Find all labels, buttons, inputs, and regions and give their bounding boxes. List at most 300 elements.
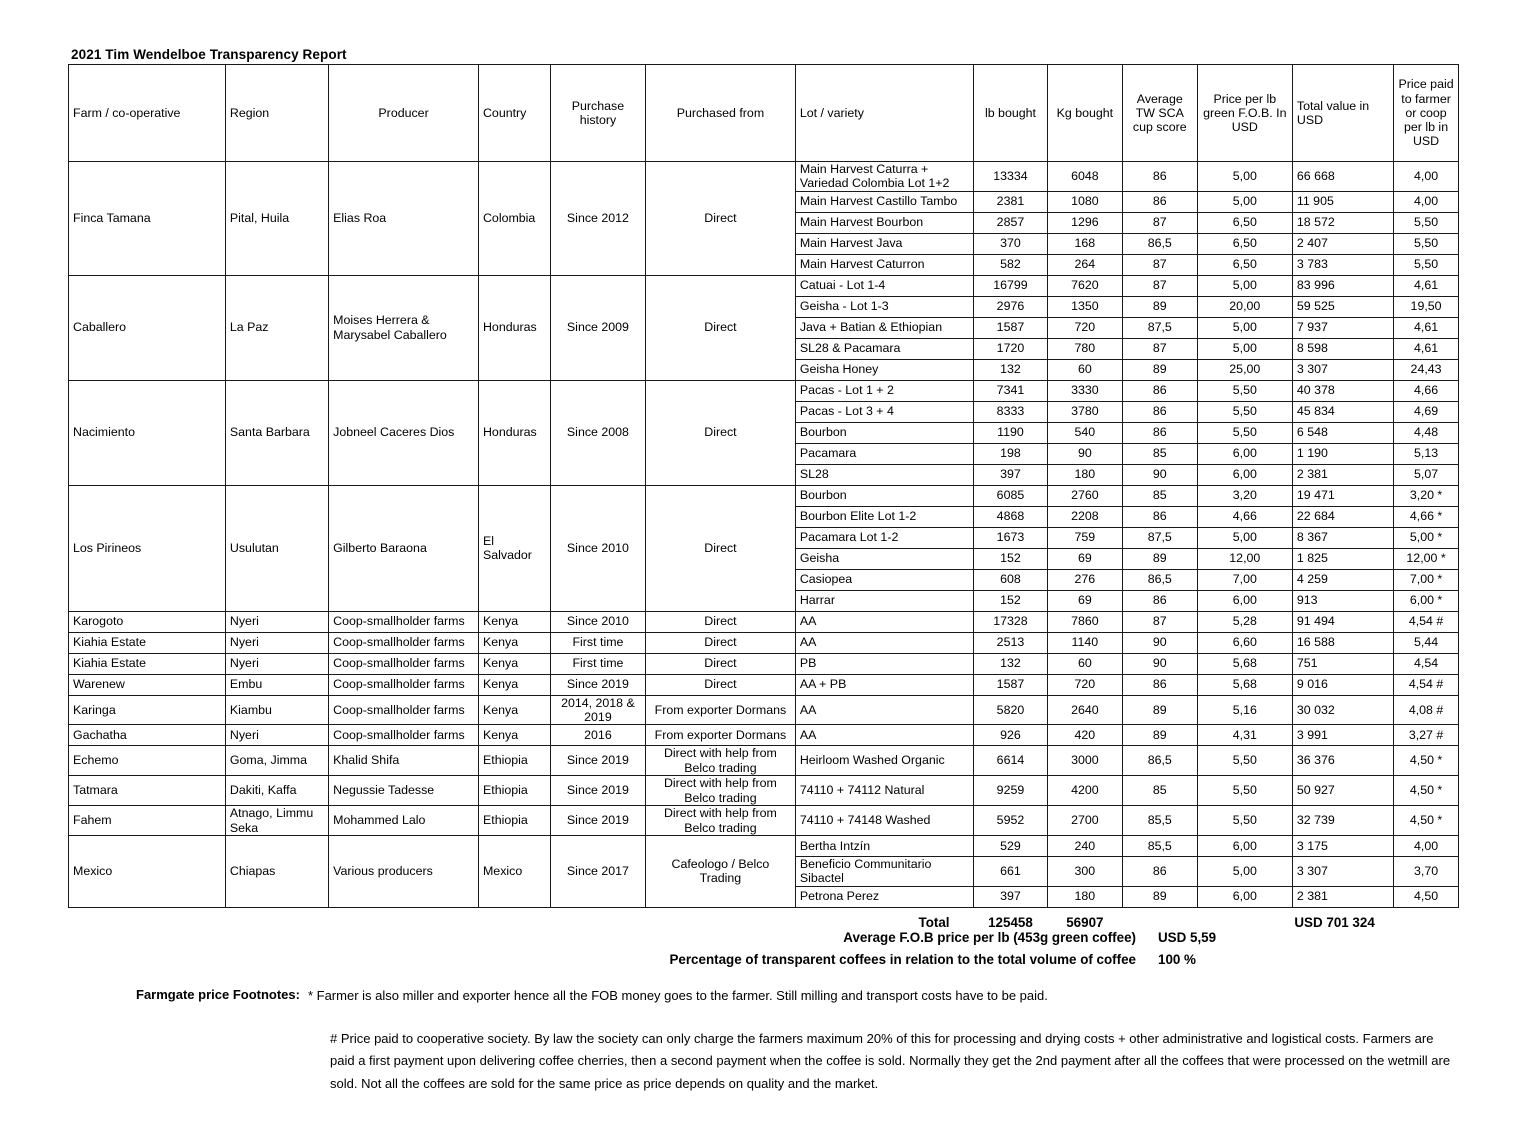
cell-lot: AA [795, 611, 973, 632]
cell-lot: SL28 [795, 464, 973, 485]
cell-producer: Various producers [329, 836, 479, 908]
cell-total-value: 3 307 [1292, 359, 1393, 380]
cell-price-paid: 4,00 [1394, 836, 1459, 857]
cell-price-paid: 24,43 [1394, 359, 1459, 380]
table-row [69, 776, 1459, 806]
cell-producer: Coop-smallholder farms [329, 725, 479, 746]
summary-avg-fob [0, 930, 1290, 945]
table-row [69, 632, 1459, 653]
cell-purchased-from: Direct [646, 275, 796, 380]
cell-farm: Finca Tamana [69, 162, 226, 276]
cell-purchase-history: Since 2009 [550, 275, 645, 380]
cell-cup-score: 86 [1122, 590, 1197, 611]
cell-lot: Main Harvest Caturron [795, 254, 973, 275]
cell-price-per-lb: 5,00 [1197, 857, 1292, 887]
cell-farm: Caballero [69, 275, 226, 380]
cell-cup-score: 86 [1122, 191, 1197, 212]
cell-price-per-lb: 5,00 [1197, 527, 1292, 548]
cell-purchase-history: First time [550, 632, 645, 653]
cell-price-per-lb: 5,68 [1197, 674, 1292, 695]
cell-purchase-history: Since 2008 [550, 380, 645, 485]
summary-avg-fob-label: Average F.O.B price per lb (453g green coffee) [843, 930, 1136, 945]
cell-producer: Jobneel Caceres Dios [329, 380, 479, 485]
cell-region: Chiapas [225, 836, 328, 908]
cell-farm: Kiahia Estate [69, 632, 226, 653]
cell-purchase-history: Since 2017 [550, 836, 645, 908]
summary-block [0, 930, 1290, 974]
cell-kg-bought: 3330 [1047, 380, 1122, 401]
cell-region: La Paz [225, 275, 328, 380]
cell-country: Mexico [478, 836, 550, 908]
cell-price-per-lb: 6,50 [1197, 233, 1292, 254]
cell-price-paid: 4,08 # [1394, 695, 1459, 725]
cell-price-paid: 4,00 [1394, 162, 1459, 192]
cell-kg-bought: 3780 [1047, 401, 1122, 422]
table-row [69, 485, 1459, 506]
cell-kg-bought: 780 [1047, 338, 1122, 359]
cell-total-value: 751 [1292, 653, 1393, 674]
cell-kg-bought: 60 [1047, 653, 1122, 674]
cell-total-value: 2 407 [1292, 233, 1393, 254]
col-header-country: Country [478, 65, 550, 162]
cell-price-per-lb: 25,00 [1197, 359, 1292, 380]
cell-kg-bought: 1140 [1047, 632, 1122, 653]
cell-purchase-history: Since 2019 [550, 746, 645, 776]
cell-kg-bought: 1080 [1047, 191, 1122, 212]
cell-cup-score: 86 [1122, 674, 1197, 695]
cell-lot: Pacas - Lot 1 + 2 [795, 380, 973, 401]
col-header-price-per-lb: Price per lb green F.O.B. In USD [1197, 65, 1292, 162]
cell-region: Embu [225, 674, 328, 695]
footnote-star-text: * Farmer is also miller and exporter hence all the FOB money goes to the farmer. Still milling and transport costs have to be paid. [307, 988, 1048, 1003]
cell-country: Ethiopia [478, 806, 550, 836]
cell-price-paid: 4,48 [1394, 422, 1459, 443]
cell-kg-bought: 7620 [1047, 275, 1122, 296]
cell-cup-score: 85 [1122, 443, 1197, 464]
cell-price-paid: 19,50 [1394, 296, 1459, 317]
cell-price-paid: 4,61 [1394, 275, 1459, 296]
cell-lb-bought: 13334 [974, 162, 1048, 192]
cell-lot: Java + Batian & Ethiopian [795, 317, 973, 338]
cell-lb-bought: 1587 [974, 317, 1048, 338]
cell-lot: Main Harvest Bourbon [795, 212, 973, 233]
cell-country: Colombia [478, 162, 550, 276]
cell-kg-bought: 300 [1047, 857, 1122, 887]
cell-lb-bought: 6085 [974, 485, 1048, 506]
cell-cup-score: 86 [1122, 380, 1197, 401]
cell-total-value: 11 905 [1292, 191, 1393, 212]
cell-lb-bought: 2381 [974, 191, 1048, 212]
cell-region: Dakiti, Kaffa [225, 776, 328, 806]
cell-price-paid: 7,00 * [1394, 569, 1459, 590]
cell-price-paid: 4,66 * [1394, 506, 1459, 527]
cell-cup-score: 87,5 [1122, 317, 1197, 338]
cell-kg-bought: 180 [1047, 464, 1122, 485]
cell-region: Nyeri [225, 611, 328, 632]
cell-purchased-from: Direct [646, 674, 796, 695]
col-header-total-value: Total value in USD [1292, 65, 1393, 162]
cell-region: Pital, Huila [225, 162, 328, 276]
table-row [69, 695, 1459, 725]
cell-lb-bought: 9259 [974, 776, 1048, 806]
summary-percentage-value: 100 % [1158, 952, 1196, 967]
cell-lb-bought: 16799 [974, 275, 1048, 296]
cell-total-value: 7 937 [1292, 317, 1393, 338]
cell-price-paid: 5,50 [1394, 212, 1459, 233]
cell-purchased-from: Direct [646, 653, 796, 674]
cell-purchase-history: Since 2019 [550, 806, 645, 836]
col-header-price-paid-farmer: Price paid to farmer or coop per lb in USD [1394, 65, 1459, 162]
cell-lb-bought: 2976 [974, 296, 1048, 317]
cell-lb-bought: 198 [974, 443, 1048, 464]
cell-producer: Khalid Shifa [329, 746, 479, 776]
cell-price-paid: 12,00 * [1394, 548, 1459, 569]
cell-lb-bought: 397 [974, 464, 1048, 485]
cell-total-value: 6 548 [1292, 422, 1393, 443]
cell-price-paid: 4,50 * [1394, 776, 1459, 806]
cell-total-value: 91 494 [1292, 611, 1393, 632]
cell-farm: Kiahia Estate [69, 653, 226, 674]
cell-lot: 74110 + 74148 Washed [795, 806, 973, 836]
cell-lb-bought: 397 [974, 886, 1048, 907]
cell-cup-score: 90 [1122, 653, 1197, 674]
cell-total-value: 19 471 [1292, 485, 1393, 506]
cell-kg-bought: 759 [1047, 527, 1122, 548]
cell-kg-bought: 720 [1047, 317, 1122, 338]
cell-cup-score: 85 [1122, 776, 1197, 806]
summary-percentage [0, 952, 1290, 967]
cell-price-paid: 4,66 [1394, 380, 1459, 401]
cell-lb-bought: 1673 [974, 527, 1048, 548]
header-row [69, 65, 1459, 162]
cell-country: Kenya [478, 695, 550, 725]
cell-cup-score: 87 [1122, 338, 1197, 359]
col-header-lb-bought: lb bought [974, 65, 1048, 162]
cell-farm: Warenew [69, 674, 226, 695]
cell-price-per-lb: 5,00 [1197, 275, 1292, 296]
footnotes-label: Farmgate price Footnotes: [136, 987, 300, 1002]
cell-kg-bought: 69 [1047, 548, 1122, 569]
cell-total-value: 50 927 [1292, 776, 1393, 806]
cell-kg-bought: 60 [1047, 359, 1122, 380]
cell-total-value: 1 825 [1292, 548, 1393, 569]
cell-price-paid: 3,70 [1394, 857, 1459, 887]
cell-cup-score: 86 [1122, 506, 1197, 527]
cell-kg-bought: 7860 [1047, 611, 1122, 632]
cell-price-per-lb: 5,50 [1197, 380, 1292, 401]
cell-price-per-lb: 5,00 [1197, 162, 1292, 192]
cell-country: Honduras [478, 380, 550, 485]
col-header-lot-variety: Lot / variety [795, 65, 973, 162]
totals-label: Total [918, 914, 950, 930]
cell-price-per-lb: 5,50 [1197, 746, 1292, 776]
cell-total-value: 59 525 [1292, 296, 1393, 317]
cell-purchase-history: 2016 [550, 725, 645, 746]
cell-lot: Bourbon [795, 422, 973, 443]
cell-producer: Mohammed Lalo [329, 806, 479, 836]
cell-price-per-lb: 5,28 [1197, 611, 1292, 632]
cell-cup-score: 89 [1122, 359, 1197, 380]
cell-kg-bought: 540 [1047, 422, 1122, 443]
cell-lot: SL28 & Pacamara [795, 338, 973, 359]
cell-cup-score: 87,5 [1122, 527, 1197, 548]
cell-kg-bought: 180 [1047, 886, 1122, 907]
cell-total-value: 8 367 [1292, 527, 1393, 548]
cell-producer: Coop-smallholder farms [329, 632, 479, 653]
cell-total-value: 30 032 [1292, 695, 1393, 725]
cell-lot: AA [795, 695, 973, 725]
cell-region: Atnago, Limmu Seka [225, 806, 328, 836]
cell-cup-score: 85 [1122, 485, 1197, 506]
cell-lb-bought: 6614 [974, 746, 1048, 776]
table-row [69, 746, 1459, 776]
cell-producer: Coop-smallholder farms [329, 611, 479, 632]
cell-lot: Beneficio Communitario Sibactel [795, 857, 973, 887]
cell-total-value: 9 016 [1292, 674, 1393, 695]
cell-kg-bought: 90 [1047, 443, 1122, 464]
cell-price-per-lb: 5,16 [1197, 695, 1292, 725]
cell-region: Santa Barbara [225, 380, 328, 485]
cell-lb-bought: 1720 [974, 338, 1048, 359]
summary-percentage-label: Percentage of transparent coffees in relation to the total volume of coffee [669, 952, 1136, 967]
cell-lb-bought: 926 [974, 725, 1048, 746]
cell-price-per-lb: 5,50 [1197, 422, 1292, 443]
cell-producer: Gilberto Baraona [329, 485, 479, 611]
cell-country: Kenya [478, 725, 550, 746]
cell-producer: Coop-smallholder farms [329, 653, 479, 674]
table-row [69, 380, 1459, 401]
cell-lot: Main Harvest Caturra + Variedad Colombia Lot 1+2 [795, 162, 973, 192]
cell-total-value: 2 381 [1292, 886, 1393, 907]
footnote-star-row [136, 987, 1466, 1006]
cell-lb-bought: 8333 [974, 401, 1048, 422]
cell-kg-bought: 2760 [1047, 485, 1122, 506]
cell-total-value: 3 307 [1292, 857, 1393, 887]
col-header-farm: Farm / co-operative [69, 65, 226, 162]
cell-purchase-history: Since 2012 [550, 162, 645, 276]
cell-lot: Harrar [795, 590, 973, 611]
cell-kg-bought: 6048 [1047, 162, 1122, 192]
cell-price-paid: 6,00 * [1394, 590, 1459, 611]
table-row [69, 674, 1459, 695]
cell-total-value: 32 739 [1292, 806, 1393, 836]
cell-purchase-history: Since 2010 [550, 485, 645, 611]
cell-purchased-from: Cafeologo / Belco Trading [646, 836, 796, 908]
cell-purchased-from: Direct [646, 632, 796, 653]
cell-lot: AA [795, 632, 973, 653]
cell-lot: Bourbon [795, 485, 973, 506]
cell-purchased-from: Direct [646, 380, 796, 485]
cell-farm: Gachatha [69, 725, 226, 746]
cell-price-per-lb: 5,50 [1197, 401, 1292, 422]
cell-total-value: 913 [1292, 590, 1393, 611]
cell-lb-bought: 17328 [974, 611, 1048, 632]
cell-region: Nyeri [225, 632, 328, 653]
cell-region: Nyeri [225, 725, 328, 746]
summary-avg-fob-value: USD 5,59 [1158, 930, 1217, 945]
cell-price-per-lb: 6,00 [1197, 443, 1292, 464]
cell-lb-bought: 4868 [974, 506, 1048, 527]
cell-purchase-history: First time [550, 653, 645, 674]
cell-price-per-lb: 4,66 [1197, 506, 1292, 527]
cell-cup-score: 86 [1122, 162, 1197, 192]
cell-lot: Pacas - Lot 3 + 4 [795, 401, 973, 422]
cell-price-per-lb: 6,50 [1197, 254, 1292, 275]
cell-price-paid: 5,50 [1394, 254, 1459, 275]
cell-lb-bought: 661 [974, 857, 1048, 887]
cell-price-paid: 5,13 [1394, 443, 1459, 464]
cell-lb-bought: 1587 [974, 674, 1048, 695]
cell-price-per-lb: 5,50 [1197, 806, 1292, 836]
cell-total-value: 45 834 [1292, 401, 1393, 422]
cell-total-value: 3 991 [1292, 725, 1393, 746]
cell-cup-score: 90 [1122, 464, 1197, 485]
cell-price-paid: 4,54 [1394, 653, 1459, 674]
cell-price-paid: 5,50 [1394, 233, 1459, 254]
cell-lb-bought: 529 [974, 836, 1048, 857]
cell-price-paid: 4,61 [1394, 338, 1459, 359]
table-row [69, 611, 1459, 632]
cell-purchased-from: Direct with help from Belco trading [646, 776, 796, 806]
cell-total-value: 66 668 [1292, 162, 1393, 192]
cell-kg-bought: 2208 [1047, 506, 1122, 527]
cell-producer: Coop-smallholder farms [329, 674, 479, 695]
cell-lot: Pacamara [795, 443, 973, 464]
cell-lb-bought: 2513 [974, 632, 1048, 653]
cell-farm: Los Pirineos [69, 485, 226, 611]
cell-lot: Heirloom Washed Organic [795, 746, 973, 776]
cell-purchased-from: Direct [646, 611, 796, 632]
cell-region: Kiambu [225, 695, 328, 725]
page-title: 2021 Tim Wendelboe Transparency Report [71, 47, 347, 62]
cell-kg-bought: 69 [1047, 590, 1122, 611]
cell-purchase-history: Since 2019 [550, 674, 645, 695]
cell-lot: AA [795, 725, 973, 746]
cell-purchased-from: From exporter Dormans [646, 695, 796, 725]
cell-lb-bought: 5952 [974, 806, 1048, 836]
cell-cup-score: 86 [1122, 857, 1197, 887]
cell-price-per-lb: 5,00 [1197, 191, 1292, 212]
cell-producer: Negussie Tadesse [329, 776, 479, 806]
cell-total-value: 1 190 [1292, 443, 1393, 464]
cell-lot: Catuai - Lot 1-4 [795, 275, 973, 296]
cell-total-value: 8 598 [1292, 338, 1393, 359]
cell-total-value: 36 376 [1292, 746, 1393, 776]
table-row [69, 806, 1459, 836]
cell-lb-bought: 370 [974, 233, 1048, 254]
cell-price-per-lb: 3,20 [1197, 485, 1292, 506]
cell-country: Kenya [478, 632, 550, 653]
col-header-region: Region [225, 65, 328, 162]
cell-kg-bought: 2700 [1047, 806, 1122, 836]
cell-price-per-lb: 20,00 [1197, 296, 1292, 317]
cell-price-per-lb: 5,00 [1197, 338, 1292, 359]
cell-cup-score: 85,5 [1122, 806, 1197, 836]
cell-total-value: 4 259 [1292, 569, 1393, 590]
cell-price-per-lb: 6,00 [1197, 836, 1292, 857]
cell-kg-bought: 1296 [1047, 212, 1122, 233]
cell-kg-bought: 420 [1047, 725, 1122, 746]
cell-country: Kenya [478, 674, 550, 695]
cell-kg-bought: 240 [1047, 836, 1122, 857]
cell-price-paid: 4,54 # [1394, 674, 1459, 695]
cell-lot: Geisha - Lot 1-3 [795, 296, 973, 317]
transparency-table [68, 64, 1459, 938]
cell-cup-score: 87 [1122, 212, 1197, 233]
cell-price-paid: 4,50 * [1394, 806, 1459, 836]
cell-kg-bought: 168 [1047, 233, 1122, 254]
cell-price-paid: 4,50 * [1394, 746, 1459, 776]
cell-lot: Casiopea [795, 569, 973, 590]
cell-lot: Geisha [795, 548, 973, 569]
cell-lb-bought: 132 [974, 359, 1048, 380]
cell-lot: Geisha Honey [795, 359, 973, 380]
cell-price-per-lb: 12,00 [1197, 548, 1292, 569]
cell-farm: Echemo [69, 746, 226, 776]
cell-cup-score: 89 [1122, 548, 1197, 569]
cell-cup-score: 89 [1122, 886, 1197, 907]
cell-farm: Nacimiento [69, 380, 226, 485]
cell-total-value: 2 381 [1292, 464, 1393, 485]
cell-kg-bought: 2640 [1047, 695, 1122, 725]
cell-price-per-lb: 5,50 [1197, 776, 1292, 806]
cell-lb-bought: 152 [974, 548, 1048, 569]
cell-country: Ethiopia [478, 776, 550, 806]
cell-country: Kenya [478, 611, 550, 632]
cell-lb-bought: 2857 [974, 212, 1048, 233]
cell-farm: Fahem [69, 806, 226, 836]
cell-farm: Karogoto [69, 611, 226, 632]
cell-lot: Pacamara Lot 1-2 [795, 527, 973, 548]
cell-country: Ethiopia [478, 746, 550, 776]
cell-producer: Elias Roa [329, 162, 479, 276]
table-row [69, 275, 1459, 296]
cell-price-paid: 4,69 [1394, 401, 1459, 422]
cell-cup-score: 87 [1122, 611, 1197, 632]
cell-total-value: 18 572 [1292, 212, 1393, 233]
cell-lot: Main Harvest Java [795, 233, 973, 254]
cell-price-paid: 4,61 [1394, 317, 1459, 338]
cell-total-value: 16 588 [1292, 632, 1393, 653]
col-header-purchased-from: Purchased from [646, 65, 796, 162]
cell-farm: Mexico [69, 836, 226, 908]
col-header-purchase-history: Purchase history [550, 65, 645, 162]
cell-cup-score: 89 [1122, 695, 1197, 725]
totals-kg: 56907 [1066, 914, 1104, 930]
cell-lb-bought: 5820 [974, 695, 1048, 725]
cell-region: Nyeri [225, 653, 328, 674]
cell-region: Usulutan [225, 485, 328, 611]
cell-producer: Moises Herrera & Marysabel Caballero [329, 275, 479, 380]
table-row [69, 725, 1459, 746]
cell-lb-bought: 1190 [974, 422, 1048, 443]
cell-purchased-from: Direct [646, 162, 796, 276]
cell-lot: PB [795, 653, 973, 674]
cell-cup-score: 86,5 [1122, 233, 1197, 254]
cell-cup-score: 89 [1122, 725, 1197, 746]
cell-cup-score: 86,5 [1122, 746, 1197, 776]
cell-price-paid: 4,54 # [1394, 611, 1459, 632]
cell-lot: 74110 + 74112 Natural [795, 776, 973, 806]
cell-price-per-lb: 6,00 [1197, 464, 1292, 485]
col-header-kg-bought: Kg bought [1047, 65, 1122, 162]
cell-price-paid: 5,07 [1394, 464, 1459, 485]
cell-price-per-lb: 6,60 [1197, 632, 1292, 653]
cell-lot: AA + PB [795, 674, 973, 695]
cell-lb-bought: 7341 [974, 380, 1048, 401]
cell-price-paid: 3,27 # [1394, 725, 1459, 746]
cell-cup-score: 87 [1122, 254, 1197, 275]
